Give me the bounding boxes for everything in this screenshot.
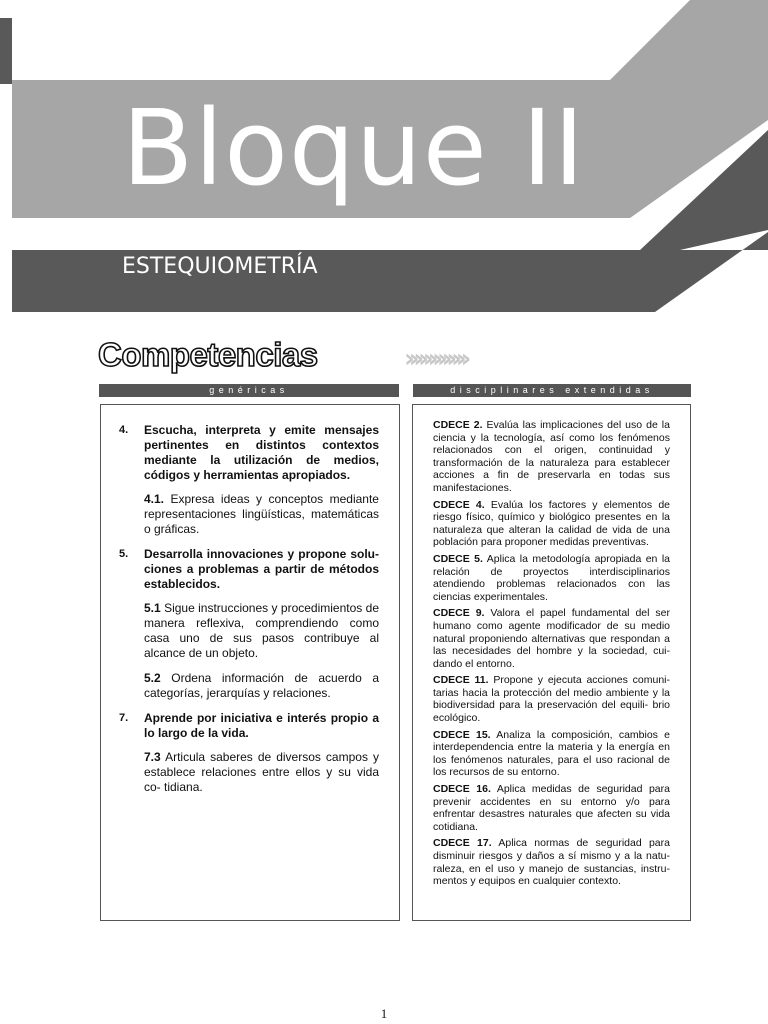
- generic-attribute: [144, 671, 379, 701]
- disciplinary-competency: [433, 729, 670, 779]
- generic-attribute: [144, 750, 379, 795]
- page-number: 1: [380, 1006, 388, 1021]
- attribute-text: Sigue instrucciones y procedimientos de manera reflexiva, comprendiendo como casa uno de sus pasos contribuye al alcance de un objeto.: [144, 601, 379, 660]
- competencias-heading: Competencias: [98, 336, 318, 373]
- attribute-text: Articula saberes de diversos campos y establece relaciones entre ellos y su vida co- tidiana.: [144, 750, 379, 794]
- competency-text: Aplica la metodología apropiada en la relación de proyectos interdisciplinarios atendiendo problemas relacionados con las ciencias experimentales.: [433, 552, 670, 603]
- competency-code: CDECE 4.: [433, 498, 485, 511]
- competency-text: Escucha, interpreta y emite mensajes pertinentes en distintos contextos mediante la utilización de medios, códigos y herramientas apropiados.: [144, 423, 379, 482]
- disciplinary-competency: [433, 553, 670, 603]
- block-subtitle: ESTEQUIOMETRÍA: [122, 254, 318, 279]
- attribute-number: 7.3: [144, 750, 161, 764]
- competency-number: 7.: [119, 712, 129, 724]
- chevron-decoration-icon: ›››››››››››››: [404, 344, 466, 374]
- block-title: Bloque II: [122, 87, 586, 209]
- attribute-number: 5.1: [144, 601, 161, 615]
- competency-text: Aplica normas de seguridad para disminuir riesgos y daños a sí mismo y a la natu- raleza, en el uso y manejo de sustancias, instru- mentos y equipos en cualquier contexto.: [433, 837, 670, 888]
- competency-text: Evalúa las implicaciones del uso de la ciencia y la tecnología, así como los fenómenos relacionados con el origen, continuidad y transformación de la naturaleza para establecer acciones a fin de preservarla en todas sus manifestaciones.: [433, 419, 670, 494]
- genericas-box: [100, 404, 400, 921]
- competency-text: Aplica medidas de seguridad para prevenir accidentes en su entorno y/o para enfrentar desastres naturales que afecten su vida cotidiana.: [433, 783, 670, 833]
- generic-competency: [119, 547, 379, 592]
- competency-text: Propone y ejecuta acciones comuni- tarias hacia la protección del medio ambiente y la biodiversidad para la preservación del equili- brio ecológico.: [433, 674, 670, 725]
- disciplinary-competency: [433, 783, 670, 833]
- label-genericas: genéricas: [99, 384, 399, 397]
- competency-code: CDECE 11.: [433, 674, 489, 687]
- top-right-stripe: [610, 0, 768, 80]
- competency-text: Evalúa los factores y elementos de riesgo físico, químico y biológico presentes en la naturaleza que alteran la calidad de vida de una población para proponer medidas preventivas.: [433, 498, 670, 549]
- competency-text: Valora el papel fundamental del ser humano como agente modificador de su medio natural proponiendo alternativas que respondan a las necesidades del hombre y la sociedad, cui- dando el entorno.: [433, 607, 670, 670]
- competency-number: 5.: [119, 548, 129, 560]
- competency-code: CDECE 9.: [433, 607, 485, 620]
- attribute-number: 4.1.: [144, 492, 165, 506]
- competency-code: CDECE 2.: [433, 419, 483, 431]
- disciplinary-competency: [433, 837, 670, 887]
- competency-text: Analiza la composición, cambios e interdependencia entre la materia y la energía en los fenómenos naturales, para el uso racional de los recursos de su entorno.: [433, 728, 670, 779]
- attribute-text: Expresa ideas y conceptos mediante representaciones lingüísticas, matemáticas o gráficas.: [144, 492, 379, 536]
- competency-text: Desarrolla innovaciones y propone solu- ciones a problemas a partir de métodos establecidos.: [144, 547, 379, 591]
- left-edge-tab: [0, 18, 12, 84]
- attribute-text: Ordena información de acuerdo a categorías, jerarquías y relaciones.: [144, 671, 379, 700]
- generic-competency: [119, 423, 379, 483]
- competency-code: CDECE 15.: [433, 728, 491, 741]
- generic-attribute: [144, 601, 379, 661]
- disciplinary-competency: [433, 674, 670, 724]
- label-disciplinares: disciplinares extendidas: [413, 384, 691, 397]
- competency-code: CDECE 16.: [433, 783, 491, 796]
- generic-attribute: [144, 492, 379, 537]
- disciplinares-box: [412, 404, 691, 921]
- competency-number: 4.: [119, 424, 129, 436]
- generic-competency: [119, 711, 379, 741]
- competency-code: CDECE 17.: [433, 837, 492, 850]
- disciplinary-competency: [433, 499, 670, 549]
- competency-text: Aprende por iniciativa e interés propio a lo largo de la vida.: [144, 711, 379, 740]
- attribute-number: 5.2: [144, 671, 161, 685]
- disciplinary-competency: [433, 607, 670, 670]
- disciplinary-competency: [433, 419, 670, 495]
- competency-code: CDECE 5.: [433, 552, 483, 565]
